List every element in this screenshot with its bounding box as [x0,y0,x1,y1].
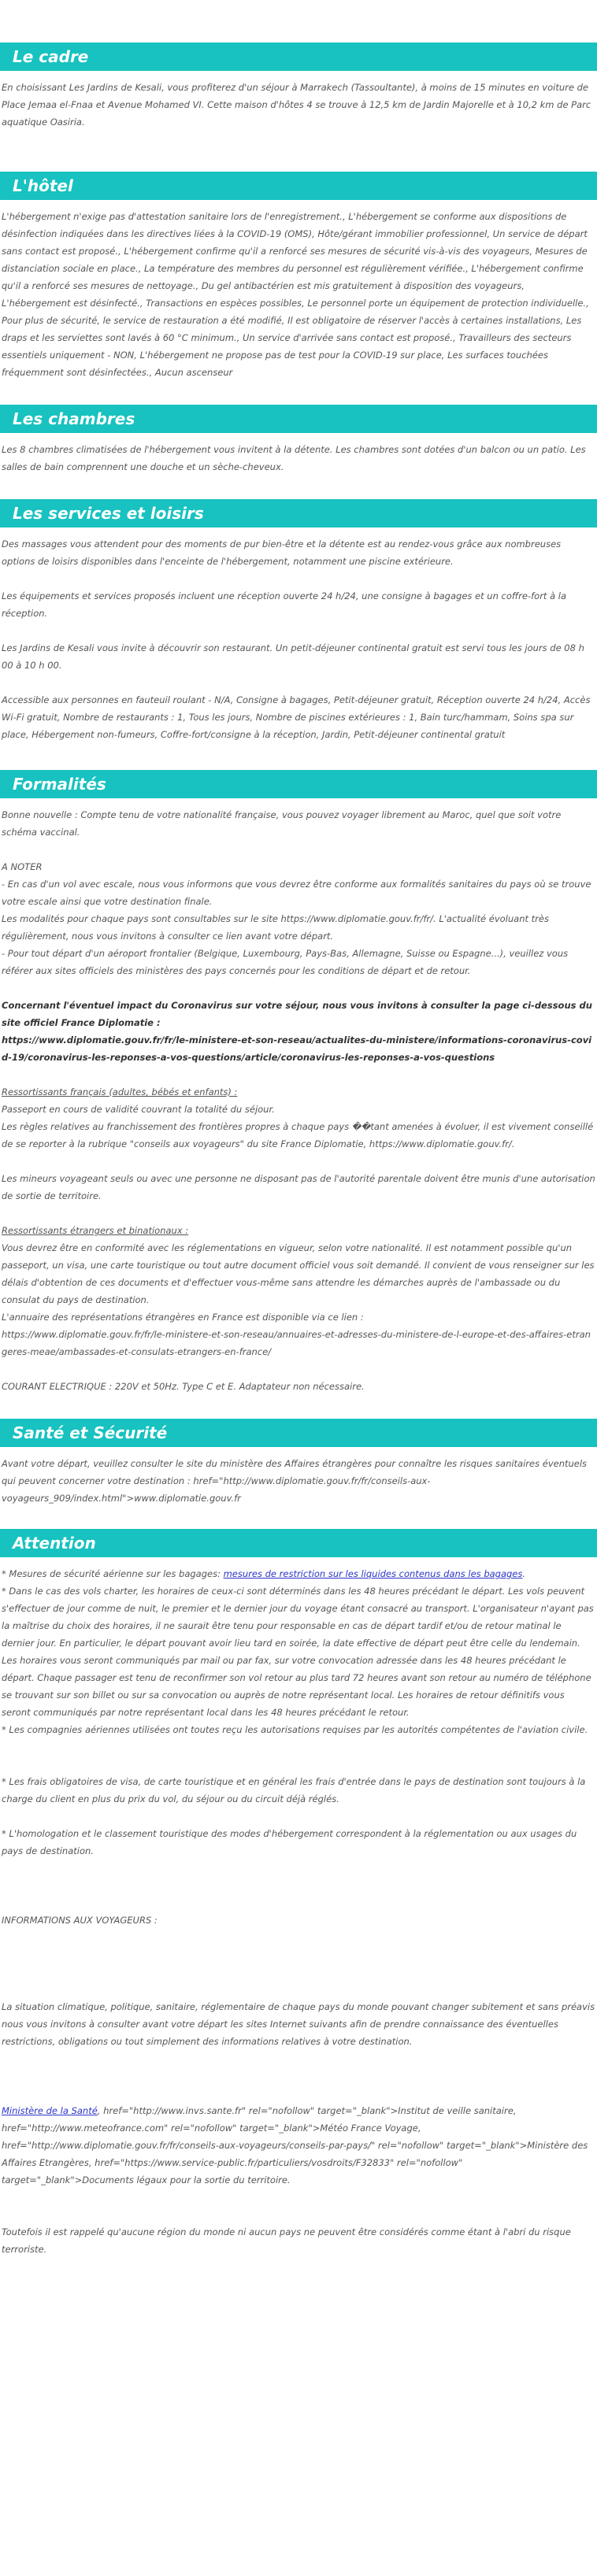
etrangers-text: Vous devrez être en conformité avec les réglementations en vigueur, selon votre nationalité. Il est notamment possible qu'un passeport, un visa, une carte touristique ou tout autre document officiel vous soit demandé. Il convient de vous renseigner sur les délais d'obtention de ces documents et d'effectuer vous-même sans attendre les démarches auprès de l'ambassade ou du consulat du pays de destination. [2,1242,595,1305]
francais-title: Ressortissants français (adultes, bébés et enfants) : [2,1086,238,1097]
liens-utiles-text: , href="http://www.invs.sante.fr" rel="nofollow" target="_blank">Institut de veille sanitaire, href="http://www.meteofrance.com" rel="nofollow" target="_blank">Météo France Voyage, href="http://www.diplomatie.gouv.fr/fr/conseils-aux-voyageurs/conseils-par-pays/" rel="nofollow" target="_blank">Ministère des Affaires Etrangères, href="https://www.service-public.fr/particuliers/vosdroits/F32833" rel="nofollow" target="_blank">Documents légaux pour la sortie du territoire. [2,2105,588,2186]
informations-voyageurs-title: INFORMATIONS AUX VOYAGEURS : [2,1915,158,1926]
risque-terroriste-text: Toutefois il est rappelé qu'aucune région du monde ni aucun pays ne peuvent être considérés comme étant à l'abri du risque terroriste. [2,2226,571,2255]
section-title-formalites: Formalités [0,770,597,798]
liens-utiles [2,2102,595,2189]
section-body-sante [0,1455,597,1507]
section-body-attention [0,1565,597,2258]
cadre-text: En choisissant Les Jardins de Kesali, vous profiterez d'un séjour à Marrakech (Tassoultante), à moins de 15 minutes en voiture de Place Jemaa el-Fnaa et Avenue Mohamed VI. Cette maison d'hôtes 4 se trouve à 12,5 km de Jardin Majorelle et à 10,2 km de Parc aquatique Oasiria. [2,82,591,128]
section-body-cadre [0,79,597,131]
note-modalites: Les modalités pour chaque pays sont consultables sur le site https://www.diplomatie.gouv.fr/fr/. L'actualité évoluant très régulièrement, nous vous invitons à consulter ce lien avant votre départ. [2,913,549,942]
note-escale: - En cas d'un vol avec escale, nous vous informons que vous devrez être conforme aux formalités sanitaires du pays où se trouve votre escale ainsi que votre destination finale. [2,879,591,907]
attention-homologation: * L'homologation et le classement touristique des modes d'hébergement correspondent à la réglementation ou aux usages du pays de destination. [2,1828,577,1856]
note-frontalier: - Pour tout départ d'un aéroport frontalier (Belgique, Luxembourg, Pays-Bas, Allemagne, Suisse ou Espagne...), veuillez vous référer aux sites officiels des ministères des pays concernés pour les conditions de départ et de retour. [2,948,569,976]
mineurs-text: Les mineurs voyageant seuls ou avec une personne ne disposant pas de l'autorité parentale doivent être munis d'une autorisation de sortie de territoire. [2,1173,595,1201]
bagages-suffix: . [522,1568,526,1579]
services-text-2: Les équipements et services proposés incluent une réception ouverte 24 h/24, une consigne à bagages et un coffre-fort à la réception. [2,590,567,619]
section-body-formalites [0,806,597,1395]
section-title-attention: Attention [0,1529,597,1557]
formalites-intro: Bonne nouvelle : Compte tenu de votre nationalité française, vous pouvez voyager librement au Maroc, quel que soit votre schéma vaccinal. [2,809,562,838]
attention-frais: * Les frais obligatoires de visa, de carte touristique et en général les frais d'entrée dans le pays de destination sont toujours à la charge du client en plus du prix du vol, du séjour ou du circuit déjà réglés. [2,1776,586,1804]
section-title-cadre: Le cadre [0,43,597,71]
situation-text: La situation climatique, politique, sanitaire, réglementaire de chaque pays du monde pouvant changer subitement et sans préavis [2,2001,595,2012]
liquides-restriction-link[interactable]: mesures de restriction sur les liquides contenus dans les bagages [223,1568,523,1579]
ministere-sante-link[interactable]: Ministère de la Santé [2,2105,98,2116]
section-body-chambres [0,441,597,476]
etrangers-title: Ressortissants étrangers et binationaux : [2,1225,189,1236]
coronavirus-url: https://www.diplomatie.gouv.fr/fr/le-ministere-et-son-reseau/actualites-du-ministere/informations-coronavirus-covid-19/coronavirus-les-reponses-a-vos-questions/article/coronavirus-les-reponses-a-vos-questions [2,1034,592,1063]
section-title-chambres: Les chambres [0,405,597,433]
bagages-prefix: * Mesures de sécurité aérienne sur les bagages: [2,1568,224,1579]
francais-passeport: Passeport en cours de validité couvrant la totalité du séjour. [2,1104,275,1115]
coronavirus-notice: Concernant l'éventuel impact du Coronavirus sur votre séjour, nous vous invitons à consulter la page ci-dessous du site officiel France Diplomatie : [2,1000,592,1028]
section-title-hotel: L'hôtel [0,172,597,200]
section-title-services: Les services et loisirs [0,499,597,527]
annuaire-url: https://www.diplomatie.gouv.fr/fr/le-ministere-et-son-reseau/annuaires-et-adresses-du-ministere-de-l-europe-et-des-affaires-etrangeres-meae/ambassades-et-consulats-etrangers-en-france/ [2,1329,591,1357]
section-body-hotel [0,208,597,381]
sante-text: Avant votre départ, veuillez consulter le site du ministère des Affaires étrangères pour connaître les risques sanitaires éventuels qui peuvent concerner votre destination : href="http://www.diplomatie.gouv.fr/fr/conseils-aux-voyageurs_909/index.html">www.diplomatie.gouv.fr [2,1458,588,1504]
francais-regles: Les règles relatives au franchissement des frontières propres à chaque pays ��tant amenées à évoluer, il est vivement conseillé de se reporter à la rubrique "conseils aux voyageurs" du site France Diplomatie, https://www.diplomatie.gouv.fr/. [2,1121,594,1149]
invitation-text: nous vous invitons à consulter avant votre départ les sites Internet suivants afin de prendre connaissance des éventuelles restrictions, obligations ou tout simplement des informations relatives à votre destination. [2,2019,558,2047]
chambres-text: Les 8 chambres climatisées de l'hébergement vous invitent à la détente. Les chambres sont dotées d'un balcon ou un patio. Les salles de bain comprennent une douche et un sèche-cheveux. [2,444,586,472]
section-title-sante: Santé et Sécurité [0,1419,597,1447]
annuaire-text: L'annuaire des représentations étrangères en France est disponible via ce lien : [2,1312,364,1323]
services-text-3: Les Jardins de Kesali vous invite à découvrir son restaurant. Un petit-déjeuner continental gratuit est servi tous les jours de 08 h 00 à 10 h 00. [2,642,584,671]
note-title: A NOTER [2,861,43,872]
attention-charter: * Dans le cas des vols charter, les horaires de ceux-ci sont déterminés dans les 48 heures précédant le départ. Les vols peuvent s'effectuer de jour comme de nuit, le premier et le dernier jour du voyage étant consacré au transport. L'organisateur n'ayant pas la maîtrise du choix des horaires, il ne saurait être tenu pour responsable en cas de départ tardif et/ou de retour matinal le dernier jour. En particulier, le départ pouvant avoir lieu tard en soirée, la date effective de départ peut être celle du lendemain. Les horaires vous seront communiqués par mail ou par fax, sur votre convocation adressée dans les 48 heures précédant le départ. Chaque passager est tenu de reconfirmer son vol retour au plus tard 72 heures avant son retour au numéro de téléphone se trouvant sur son billet ou sur sa convocation ou auprès de notre représentant local. Les horaires de retour définitifs vous seront communiqués par notre représentant local dans les 48 heures précédant le retour. [2,1586,594,1718]
services-text-4: Accessible aux personnes en fauteuil roulant - N/A, Consigne à bagages, Petit-déjeuner gratuit, Réception ouverte 24 h/24, Accès Wi-Fi gratuit, Nombre de restaurants : 1, Tous les jours, Nombre de piscines extérieures : 1, Bain turc/hammam, Soins spa sur place, Hébergement non-fumeurs, Coffre-fort/consigne à la réception, Jardin, Petit-déjeuner continental gratuit [2,694,591,740]
hotel-text: L'hébergement n'exige pas d'attestation sanitaire lors de l'enregistrement., L'hébergement se conforme aux dispositions de désinfection indiquées dans les directives liées à la COVID-19 (OMS), Hôte/gérant immobilier professionnel, Un service de départ sans contact est proposé., L'hébergement confirme qu'il a renforcé ses mesures de sécurité vis-à-vis des voyageurs, Mesures de distanciation sociale en place., La température des membres du personnel est régulièrement vérifiée., L'hébergement confirme qu'il a renforcé ses mesures de nettoyage., Du gel antibactérien est mis gratuitement à disposition des voyageurs, L'hébergement est désinfecté., Transactions en espèces possibles, Le personnel porte un équipement de protection individuelle., Pour plus de sécurité, le service de restauration a été modifié, Il est obligatoire de réserver l'accès à certaines installations, Les draps et les serviettes sont lavés à 60 °C minimum., Un service d'arrivée sans contact est proposé., Travailleurs des secteurs essentiels uniquement - NON, L'hébergement ne propose pas de test pour la COVID-19 sur place, Les surfaces touchées fréquemment sont désinfectées., Aucun ascenseur [2,211,589,378]
attention-compagnies: * Les compagnies aériennes utilisées ont toutes reçu les autorisations requises par les autorités compétentes de l'aviation civile. [2,1724,588,1735]
attention-bagages [2,1565,595,1582]
courant-electrique: COURANT ELECTRIQUE : 220V et 50Hz. Type C et E. Adaptateur non nécessaire. [2,1381,365,1392]
services-text-1: Des massages vous attendent pour des moments de pur bien-être et la détente est au rendez-vous grâce aux nombreuses options de loisirs disponibles dans l'enceinte de l'hébergement, notamment une piscine extérieure. [2,539,562,567]
section-body-services [0,535,597,743]
